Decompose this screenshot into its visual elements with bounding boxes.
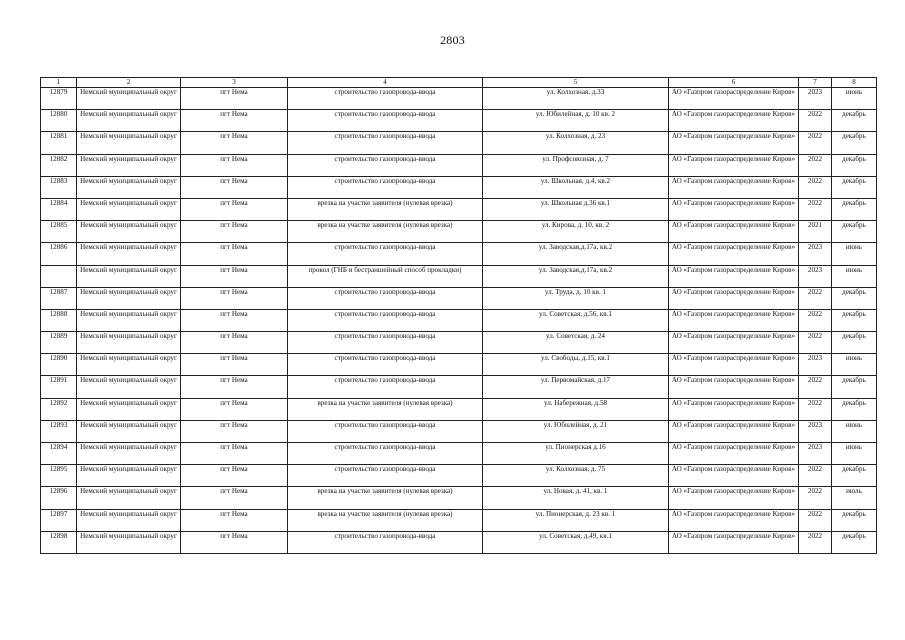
locality-cell: пгт Нема [181, 465, 288, 487]
work-type-cell: строительство газопровода-ввода [288, 531, 483, 553]
column-header: 8 [832, 78, 877, 88]
organization-cell: АО «Газпром газораспределение Киров» [669, 376, 799, 398]
table-row [41, 243, 877, 265]
work-type-cell: строительство газопровода-ввода [288, 154, 483, 176]
table-row [41, 443, 877, 465]
month-cell: декабрь [832, 398, 877, 420]
address-cell: ул. Школьная д.36 кв.1 [483, 198, 669, 220]
month-cell: декабрь [832, 198, 877, 220]
table-row [41, 265, 877, 287]
work-type-cell: строительство газопровода-ввода [288, 309, 483, 331]
row-number-cell: 12892 [41, 398, 77, 420]
column-header: 5 [483, 78, 669, 88]
locality-cell: пгт Нема [181, 354, 288, 376]
organization-cell: АО «Газпром газораспределение Киров» [669, 221, 799, 243]
table-row [41, 287, 877, 309]
address-cell: ул. Заводская,д.17а, кв.2 [483, 265, 669, 287]
work-type-cell: строительство газопровода-ввода [288, 420, 483, 442]
locality-cell: пгт Нема [181, 265, 288, 287]
district-cell: Немский муниципальный округ [77, 221, 181, 243]
locality-cell: пгт Нема [181, 376, 288, 398]
table-row [41, 309, 877, 331]
month-cell: июнь [832, 420, 877, 442]
table-row [41, 376, 877, 398]
year-cell: 2023 [799, 265, 832, 287]
district-cell: Немский муниципальный округ [77, 287, 181, 309]
table-row [41, 465, 877, 487]
locality-cell: пгт Нема [181, 420, 288, 442]
locality-cell: пгт Нема [181, 198, 288, 220]
work-type-cell: врезка на участке заявителя (нулевая врезка) [288, 198, 483, 220]
row-number-cell: 12897 [41, 509, 77, 531]
work-type-cell: строительство газопровода-ввода [288, 354, 483, 376]
organization-cell: АО «Газпром газораспределение Киров» [669, 443, 799, 465]
row-number-cell: 12898 [41, 531, 77, 553]
work-type-cell: строительство газопровода-ввода [288, 243, 483, 265]
year-cell: 2022 [799, 287, 832, 309]
organization-cell: АО «Газпром газораспределение Киров» [669, 531, 799, 553]
year-cell: 2022 [799, 531, 832, 553]
year-cell: 2022 [799, 509, 832, 531]
district-cell: Немский муниципальный округ [77, 332, 181, 354]
year-cell: 2022 [799, 332, 832, 354]
month-cell: декабрь [832, 221, 877, 243]
work-type-cell: врезка на участке заявителя (нулевая врезка) [288, 487, 483, 509]
organization-cell: АО «Газпром газораспределение Киров» [669, 465, 799, 487]
district-cell: Немский муниципальный округ [77, 420, 181, 442]
work-type-cell: строительство газопровода-ввода [288, 287, 483, 309]
year-cell: 2022 [799, 398, 832, 420]
month-cell: июнь [832, 88, 877, 110]
address-cell: ул. Пионерская д.16 [483, 443, 669, 465]
address-cell: ул. Колхозная, д.33 [483, 88, 669, 110]
table-row [41, 398, 877, 420]
row-number-cell: 12881 [41, 132, 77, 154]
page-number: 2803 [440, 33, 465, 47]
table-row [41, 332, 877, 354]
address-cell: ул. Набережная, д.58 [483, 398, 669, 420]
table-row [41, 154, 877, 176]
work-type-cell: строительство газопровода-ввода [288, 465, 483, 487]
table-row [41, 176, 877, 198]
locality-cell: пгт Нема [181, 487, 288, 509]
locality-cell: пгт Нема [181, 132, 288, 154]
address-cell: ул. Свободы, д.15, кв.1 [483, 354, 669, 376]
district-cell: Немский муниципальный округ [77, 443, 181, 465]
row-number-cell: 12891 [41, 376, 77, 398]
table-row [41, 221, 877, 243]
table-row [41, 420, 877, 442]
organization-cell: АО «Газпром газораспределение Киров» [669, 243, 799, 265]
table-row [41, 88, 877, 110]
organization-cell: АО «Газпром газораспределение Киров» [669, 420, 799, 442]
row-number-cell: 12880 [41, 110, 77, 132]
month-cell: декабрь [832, 332, 877, 354]
address-cell: ул. Школьная, д.4, кв.2 [483, 176, 669, 198]
address-cell: ул. Советская, д. 24 [483, 332, 669, 354]
year-cell: 2023 [799, 88, 832, 110]
organization-cell: АО «Газпром газораспределение Киров» [669, 198, 799, 220]
month-cell: декабрь [832, 154, 877, 176]
column-header: 4 [288, 78, 483, 88]
address-cell: ул. Юбилейная, д. 10 кв. 2 [483, 110, 669, 132]
district-cell: Немский муниципальный округ [77, 398, 181, 420]
organization-cell: АО «Газпром газораспределение Киров» [669, 154, 799, 176]
organization-cell: АО «Газпром газораспределение Киров» [669, 265, 799, 287]
column-header: 7 [799, 78, 832, 88]
district-cell: Немский муниципальный округ [77, 354, 181, 376]
organization-cell: АО «Газпром газораспределение Киров» [669, 88, 799, 110]
district-cell: Немский муниципальный округ [77, 132, 181, 154]
work-type-cell: строительство газопровода-ввода [288, 443, 483, 465]
address-cell: ул. Заводская,д.17а, кв.2 [483, 243, 669, 265]
district-cell: Немский муниципальный округ [77, 531, 181, 553]
locality-cell: пгт Нема [181, 154, 288, 176]
address-cell: ул. Советская, д.56, кв.1 [483, 309, 669, 331]
work-type-cell: врезка на участке заявителя (нулевая врезка) [288, 509, 483, 531]
month-cell: декабрь [832, 465, 877, 487]
row-number-cell: 12883 [41, 176, 77, 198]
address-cell: ул. Колхозная, д. 23 [483, 132, 669, 154]
organization-cell: АО «Газпром газораспределение Киров» [669, 287, 799, 309]
row-number-cell: 12893 [41, 420, 77, 442]
row-number-cell: 12882 [41, 154, 77, 176]
district-cell: Немский муниципальный округ [77, 487, 181, 509]
work-type-cell: прокол (ГНБ и бестраншейный способ прокладки) [288, 265, 483, 287]
organization-cell: АО «Газпром газораспределение Киров» [669, 132, 799, 154]
month-cell: декабрь [832, 376, 877, 398]
year-cell: 2022 [799, 198, 832, 220]
district-cell: Немский муниципальный округ [77, 176, 181, 198]
month-cell: июнь [832, 243, 877, 265]
district-cell: Немский муниципальный округ [77, 509, 181, 531]
organization-cell: АО «Газпром газораспределение Киров» [669, 509, 799, 531]
month-cell: декабрь [832, 509, 877, 531]
organization-cell: АО «Газпром газораспределение Киров» [669, 309, 799, 331]
row-number-cell: 12896 [41, 487, 77, 509]
address-cell: ул. Пионерская, д. 23 кв. 1 [483, 509, 669, 531]
address-cell: ул. Первомайская, д.17 [483, 376, 669, 398]
locality-cell: пгт Нема [181, 332, 288, 354]
organization-cell: АО «Газпром газораспределение Киров» [669, 487, 799, 509]
month-cell: декабрь [832, 309, 877, 331]
locality-cell: пгт Нема [181, 531, 288, 553]
month-cell: декабрь [832, 176, 877, 198]
table-row [41, 132, 877, 154]
row-number-cell: 12895 [41, 465, 77, 487]
year-cell: 2023 [799, 443, 832, 465]
year-cell: 2022 [799, 376, 832, 398]
address-cell: ул. Профсоюзная, д. 7 [483, 154, 669, 176]
organization-cell: АО «Газпром газораспределение Киров» [669, 176, 799, 198]
work-type-cell: строительство газопровода-ввода [288, 332, 483, 354]
work-type-cell: врезка на участке заявителя (нулевая врезка) [288, 221, 483, 243]
year-cell: 2022 [799, 176, 832, 198]
address-cell: ул. Юбилейная, д. 21 [483, 420, 669, 442]
locality-cell: пгт Нема [181, 243, 288, 265]
year-cell: 2023 [799, 420, 832, 442]
column-header: 1 [41, 78, 77, 88]
row-number-cell: 12884 [41, 198, 77, 220]
address-cell: ул. Труда, д. 10 кв. 1 [483, 287, 669, 309]
row-number-cell: 12885 [41, 221, 77, 243]
locality-cell: пгт Нема [181, 110, 288, 132]
organization-cell: АО «Газпром газораспределение Киров» [669, 110, 799, 132]
work-type-cell: врезка на участке заявителя (нулевая врезка) [288, 398, 483, 420]
row-number-cell: 12894 [41, 443, 77, 465]
district-cell: Немский муниципальный округ [77, 465, 181, 487]
table-row [41, 198, 877, 220]
district-cell: Немский муниципальный округ [77, 110, 181, 132]
column-header: 2 [77, 78, 181, 88]
district-cell: Немский муниципальный округ [77, 265, 181, 287]
column-number-row [41, 78, 877, 88]
year-cell: 2023 [799, 243, 832, 265]
district-cell: Немский муниципальный округ [77, 198, 181, 220]
address-cell: ул. Советская, д.49, кв.1 [483, 531, 669, 553]
district-cell: Немский муниципальный округ [77, 243, 181, 265]
month-cell: декабрь [832, 132, 877, 154]
locality-cell: пгт Нема [181, 443, 288, 465]
table-row [41, 509, 877, 531]
locality-cell: пгт Нема [181, 221, 288, 243]
work-type-cell: строительство газопровода-ввода [288, 132, 483, 154]
district-cell: Немский муниципальный округ [77, 309, 181, 331]
column-header: 3 [181, 78, 288, 88]
year-cell: 2022 [799, 110, 832, 132]
organization-cell: АО «Газпром газораспределение Киров» [669, 398, 799, 420]
column-header: 6 [669, 78, 799, 88]
row-number-cell: 12887 [41, 287, 77, 309]
locality-cell: пгт Нема [181, 509, 288, 531]
district-cell: Немский муниципальный округ [77, 88, 181, 110]
table-row [41, 110, 877, 132]
month-cell: июнь [832, 443, 877, 465]
address-cell: ул. Новая, д. 41, кв. 1 [483, 487, 669, 509]
month-cell: июль [832, 487, 877, 509]
locality-cell: пгт Нема [181, 309, 288, 331]
year-cell: 2022 [799, 487, 832, 509]
work-type-cell: строительство газопровода-ввода [288, 176, 483, 198]
year-cell: 2022 [799, 465, 832, 487]
month-cell: июнь [832, 265, 877, 287]
work-type-cell: строительство газопровода-ввода [288, 88, 483, 110]
organization-cell: АО «Газпром газораспределение Киров» [669, 332, 799, 354]
locality-cell: пгт Нема [181, 287, 288, 309]
month-cell: декабрь [832, 287, 877, 309]
year-cell: 2021 [799, 221, 832, 243]
year-cell: 2023 [799, 354, 832, 376]
year-cell: 2022 [799, 154, 832, 176]
year-cell: 2022 [799, 132, 832, 154]
month-cell: декабрь [832, 110, 877, 132]
table-body [41, 88, 877, 554]
row-number-cell: 12889 [41, 332, 77, 354]
row-number-cell: 12890 [41, 354, 77, 376]
table-row [41, 354, 877, 376]
row-number-cell: 12886 [41, 243, 77, 265]
row-number-cell: 12888 [41, 309, 77, 331]
year-cell: 2022 [799, 309, 832, 331]
organization-cell: АО «Газпром газораспределение Киров» [669, 354, 799, 376]
district-cell: Немский муниципальный округ [77, 376, 181, 398]
table-row [41, 487, 877, 509]
locality-cell: пгт Нема [181, 88, 288, 110]
month-cell: декабрь [832, 531, 877, 553]
work-type-cell: строительство газопровода-ввода [288, 110, 483, 132]
work-type-cell: строительство газопровода-ввода [288, 376, 483, 398]
locality-cell: пгт Нема [181, 176, 288, 198]
address-cell: ул. Колхозная, д. 75 [483, 465, 669, 487]
address-cell: ул. Кирова, д. 10, кв. 2 [483, 221, 669, 243]
month-cell: июнь [832, 354, 877, 376]
locality-cell: пгт Нема [181, 398, 288, 420]
gasification-table [40, 77, 877, 554]
district-cell: Немский муниципальный округ [77, 154, 181, 176]
row-number-cell [41, 265, 77, 287]
table-row [41, 531, 877, 553]
row-number-cell: 12879 [41, 88, 77, 110]
